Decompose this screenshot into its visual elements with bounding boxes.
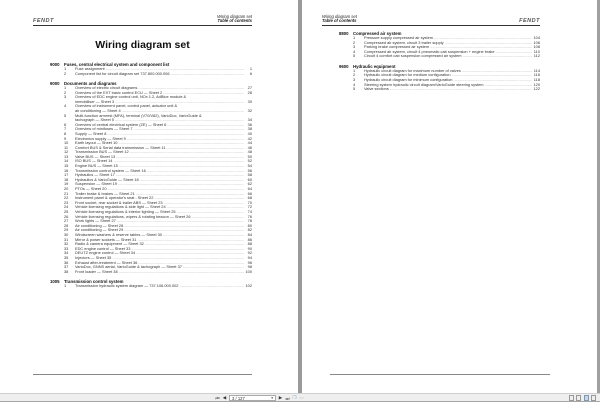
disabled-action-icon[interactable]: ▭ (299, 395, 304, 400)
entry-number: 6 (64, 121, 67, 127)
toc-entry[interactable] (50, 270, 252, 275)
entry-title: Compressed air system, circuit 4 pneumatic cab suspension + engine brake ..... (364, 50, 532, 55)
entry-page-number: 116 (533, 72, 540, 78)
entry-page-number: 50 (247, 153, 252, 159)
toc-section (339, 31, 540, 59)
toc-entry[interactable] (339, 54, 540, 59)
entry-title: Front socket, rear socket & trailer ABS — Sheet 23 ..... (75, 201, 244, 206)
entry-title: Transmission hydraulic system diagram — 737.106.000.002 ..... (75, 284, 244, 289)
entry-page-number: 56 (247, 167, 252, 173)
entry-title: Comfort BUS & Serial data transmission — Sheet 11 ..... (75, 146, 244, 151)
entry-number: 2 (353, 72, 356, 78)
entry-page-number: 74 (247, 209, 252, 215)
entry-number: 7 (64, 126, 67, 132)
section-title: Compressed air system (353, 31, 402, 36)
previous-page-icon[interactable]: ◀ (222, 395, 227, 400)
entry-page-number: 72 (247, 204, 252, 210)
toc-section (50, 279, 252, 289)
entry-page-number: 46 (247, 144, 252, 150)
entry-page-number: 82 (247, 227, 252, 233)
section-number: 9000 (50, 62, 60, 67)
entry-number: 32 (64, 241, 69, 247)
entry-title: Compressed air system, circuit 3 trailer supply ..... (364, 41, 532, 46)
entry-title: Valve sections ..... (364, 87, 532, 92)
entry-number: 5 (353, 53, 356, 59)
entry-number: 25 (64, 209, 69, 215)
entry-number: 24 (64, 204, 69, 210)
toc-section (50, 62, 252, 76)
entry-number: 1 (64, 283, 67, 289)
entry-number: 33 (64, 245, 69, 251)
entry-page-number: 52 (247, 158, 252, 164)
entry-number: 36 (64, 259, 69, 265)
entry-title: Fuse assignment ..... (75, 67, 244, 72)
entry-page-number: 122 (533, 86, 540, 92)
entry-page-number: 38 (247, 126, 252, 132)
page-header (322, 14, 540, 26)
entry-title: DEUTZ engine control — Sheet 34 ..... (75, 251, 244, 256)
entry-page-number: 44 (247, 140, 252, 146)
section-number: 9000 (50, 80, 60, 86)
toc-entry[interactable] (50, 284, 252, 289)
entry-number: 14 (64, 158, 69, 164)
entry-title: Hydraulics — Sheet 17 ..... (75, 173, 244, 178)
entry-title: Vehicle licensing regulations & interior lighting — Sheet 25 ..... (75, 210, 244, 215)
entry-number: 29 (64, 227, 69, 233)
entry-page-number: 36 (247, 121, 252, 127)
toc-section (339, 64, 540, 92)
left-page (0, 0, 298, 393)
entry-title: Transmission BUS — Sheet 12 ..... (75, 150, 244, 155)
entry-number: 12 (64, 149, 69, 155)
entry-title: Circuit 4 comfort cab suspension compressed air system ..... (364, 54, 532, 59)
entry-title: air conditioning — Sheet 4 ..... (75, 109, 244, 114)
entry-title: EDC engine control — Sheet 33 ..... (75, 247, 244, 252)
entry-page-number: 86 (247, 236, 252, 242)
entry-number: 1 (64, 84, 67, 90)
section-title: Fuses, central electrical system and component list (64, 62, 170, 67)
entry-number: 35 (64, 254, 69, 260)
entry-number: 16 (64, 167, 69, 173)
entry-page-number: 32 (247, 107, 252, 113)
entry-title: Overview of central electrical system (ZE) — Sheet 6 ..... (75, 123, 244, 128)
entry-title: Steering system hydraulic circuit diagram/VarioGuide steering system ..... (364, 83, 532, 88)
entry-page-number: 6 (249, 70, 252, 76)
footer-rule (33, 374, 252, 375)
entry-page-number: 66 (247, 190, 252, 196)
entry-title: Work lights — Sheet 27 ..... (75, 219, 244, 224)
first-page-icon[interactable]: ⏮ (215, 395, 220, 401)
entry-page-number: 76 (247, 213, 252, 219)
entry-number: 3 (353, 76, 356, 82)
entry-title: Air conditioning — Sheet 29 ..... (75, 228, 244, 233)
entry-number: 1 (353, 67, 356, 73)
entry-page-number: 34 (247, 117, 252, 123)
entry-title: Overview of instrument panel, control panel, actuator unit & (75, 104, 178, 109)
entry-number: 34 (64, 250, 69, 256)
entry-number: 4 (353, 48, 356, 54)
entry-title: Electronics supply — Sheet 9 ..... (75, 137, 244, 142)
entry-number: 20 (64, 186, 69, 192)
single-page-view-icon[interactable] (569, 395, 574, 401)
entry-page-number: 112 (533, 53, 540, 59)
chevron-down-icon[interactable]: ▾ (271, 396, 273, 400)
entry-number: 21 (64, 190, 69, 196)
entry-title: Air conditioning — Sheet 28 ..... (75, 224, 244, 229)
entry-page-number: 92 (247, 250, 252, 256)
table-of-contents (50, 62, 252, 294)
entry-page-number: 96 (247, 259, 252, 265)
viewer-toolbar (0, 393, 600, 401)
entry-page-number: 54 (247, 163, 252, 169)
entry-title: Transmission control system — Sheet 16 ..... (75, 169, 244, 174)
entry-number: 1 (64, 66, 67, 71)
section-title: Documents and diagrams (64, 80, 117, 86)
entry-number: 26 (64, 213, 69, 219)
entry-page-number: 1 (249, 66, 252, 71)
entry-title: Engine BUS — Sheet 15 ..... (75, 164, 244, 169)
toc-section (50, 81, 252, 274)
entry-page-number: 94 (247, 254, 252, 260)
entry-page-number: 106 (533, 39, 540, 45)
entry-number: 22 (64, 195, 69, 201)
entry-title: Vehicle licensing regulations & side light — Sheet 24 ..... (75, 205, 244, 210)
entry-title: Windscreen washers & reserve tables — Sheet 30 ..... (75, 233, 244, 238)
entry-title: Component list for circuit diagram set 737.800.000.006 ..... (75, 72, 244, 77)
entry-title: Earth layout — Sheet 10 ..... (75, 141, 244, 146)
entry-title: Vehicle licensing regulations, wipers & rotating beacon — Sheet 26 ..... (75, 215, 244, 220)
entry-page-number: 120 (533, 81, 540, 87)
entry-number: 1 (353, 35, 356, 40)
entry-title: Valve BUS — Sheet 13 ..... (75, 155, 244, 160)
entry-number: 9 (64, 135, 67, 141)
entry-number: 5 (64, 112, 67, 118)
entry-page-number: 60 (247, 176, 252, 182)
section-title: Transmission control system (64, 279, 124, 285)
entry-number: 2 (64, 70, 67, 76)
entry-number: 2 (64, 89, 67, 95)
entry-page-number: 28 (247, 89, 252, 95)
entry-title: immobiliser — Sheet 3 ..... (75, 100, 244, 105)
entry-title: Exhaust after-treatment — Sheet 36 ..... (75, 261, 244, 266)
entry-title: Overview of electric circuit diagrams ..... (75, 86, 244, 91)
entry-number: 37 (64, 264, 69, 270)
entry-title: Parking brake compressed air system ..... (364, 45, 532, 50)
last-page-icon[interactable]: ⏭ (285, 395, 290, 401)
entry-page-number: 108 (533, 44, 540, 50)
section-number: 8800 (339, 31, 349, 36)
entry-title: Suspension — Sheet 19 ..... (75, 182, 244, 187)
brand-logo: FENDT (519, 18, 540, 24)
entry-page-number: 68 (247, 195, 252, 201)
footer-rule (330, 374, 550, 375)
toc-entry[interactable] (50, 72, 252, 77)
entry-title: Radio & camera equipment — Sheet 32 ..... (75, 242, 244, 247)
entry-title: Overview of the EXT basic control ECU — Sheet 2 ..... (75, 91, 244, 96)
entry-page-number: 114 (533, 67, 540, 73)
entry-page-number: 70 (247, 199, 252, 205)
entry-number: 38 (64, 268, 69, 274)
entry-title: Trailer brake & brakes — Sheet 21 ..... (75, 192, 244, 197)
table-of-contents (339, 31, 540, 97)
entry-number: 3 (353, 44, 356, 50)
entry-page-number: 80 (247, 222, 252, 228)
entry-page-number: 88 (247, 241, 252, 247)
entry-page-number: 98 (247, 264, 252, 270)
header-text: Wiring diagram set Table of contents (322, 13, 357, 24)
entry-title: Overview of EDC engine control unit, NOx 1.2, AdBlue module & (75, 95, 187, 100)
entry-title: Instrument panel & operator's seat - Sheet 22 ..... (75, 196, 244, 201)
section-number: 9600 (339, 63, 349, 69)
entry-title: Hydraulic circuit diagram for medium configuration ..... (364, 73, 532, 78)
entry-page-number: 42 (247, 135, 252, 141)
page-header (33, 14, 252, 26)
entry-title: Pressure supply compressed air system ..... (364, 36, 532, 41)
entry-page-number: 102 (245, 283, 252, 289)
entry-title: Hydraulic circuit diagram for maximum number of valves ..... (364, 69, 532, 74)
next-page-icon[interactable]: ▶ (278, 395, 283, 400)
entry-title: Injectors — Sheet 35 ..... (75, 256, 244, 261)
entry-title: Front loader — Sheet 38 ..... (75, 270, 244, 275)
entry-page-number: 100 (245, 268, 252, 274)
bookmark-view-icon[interactable] (576, 395, 581, 401)
entry-page-number: 58 (247, 172, 252, 178)
page-number-input[interactable]: 3 / 127 ▾ (229, 395, 276, 401)
entry-title: Hydraulic circuit diagram for minimum configuration ..... (364, 78, 532, 83)
entry-number: 13 (64, 153, 69, 159)
entry-title: tachograph — Sheet 5 ..... (75, 118, 244, 123)
entry-number: 31 (64, 236, 69, 242)
continuous-view-icon[interactable] (591, 395, 596, 401)
entry-title: Multi-function armrest (MFA), terminal (V70/V82), VarioDoc, VarioGuide & (75, 113, 202, 118)
entry-title: Mirror & power sockets — Sheet 31 ..... (75, 238, 244, 243)
entry-number: 8 (64, 130, 67, 136)
entry-number: 17 (64, 172, 69, 178)
entry-number: 11 (64, 144, 69, 150)
entry-number: 5 (353, 86, 356, 92)
entry-page-number: 62 (247, 181, 252, 187)
section-number: 1005 (50, 279, 60, 285)
entry-page-number: 90 (247, 245, 252, 251)
right-page (302, 0, 597, 393)
header-text: Wiring diagram set Table of contents (217, 13, 252, 24)
entry-number: 2 (353, 39, 356, 45)
entry-number: 18 (64, 176, 69, 182)
entry-page-number: 110 (533, 48, 540, 54)
entry-number: 28 (64, 222, 69, 228)
entry-title: VarioDoc, GNNS aerial, VarioGuide & tachograph — Sheet 37 ..... (75, 265, 244, 270)
entry-page-number: 78 (247, 218, 252, 224)
entry-number: 30 (64, 231, 69, 237)
entry-page-number: 48 (247, 149, 252, 155)
entry-number: 19 (64, 181, 69, 187)
two-page-view-icon[interactable] (584, 395, 589, 401)
entry-number: 27 (64, 218, 69, 224)
entry-title: PTOs — Sheet 20 ..... (75, 187, 244, 192)
entry-page-number: 27 (247, 84, 252, 90)
document-title: Wiring diagram set (95, 39, 190, 51)
toc-entry[interactable] (339, 87, 540, 92)
entry-page-number: 40 (247, 130, 252, 136)
brand-logo: FENDT (33, 18, 54, 24)
entry-title: Supply — Sheet 8 ..... (75, 132, 244, 137)
copy-icon[interactable]: ❐ (292, 395, 297, 400)
entry-number: 10 (64, 140, 69, 146)
entry-title: Hydraulics & VarioGuide — Sheet 18 ..... (75, 178, 244, 183)
entry-page-number: 118 (533, 76, 540, 82)
entry-number: 23 (64, 199, 69, 205)
entry-page-number: 84 (247, 231, 252, 237)
entry-title: Overview of minifuses — Sheet 7 ..... (75, 127, 244, 132)
entry-number: 4 (64, 103, 67, 109)
entry-number: 3 (64, 94, 67, 100)
entry-number: 15 (64, 163, 69, 169)
section-title: Hydraulic equipment (353, 63, 396, 69)
entry-number: 4 (353, 81, 356, 87)
entry-page-number: 30 (247, 98, 252, 104)
entry-title: ISO BUS — Sheet 14 ..... (75, 159, 244, 164)
entry-page-number: 104 (533, 35, 540, 40)
entry-page-number: 64 (247, 186, 252, 192)
